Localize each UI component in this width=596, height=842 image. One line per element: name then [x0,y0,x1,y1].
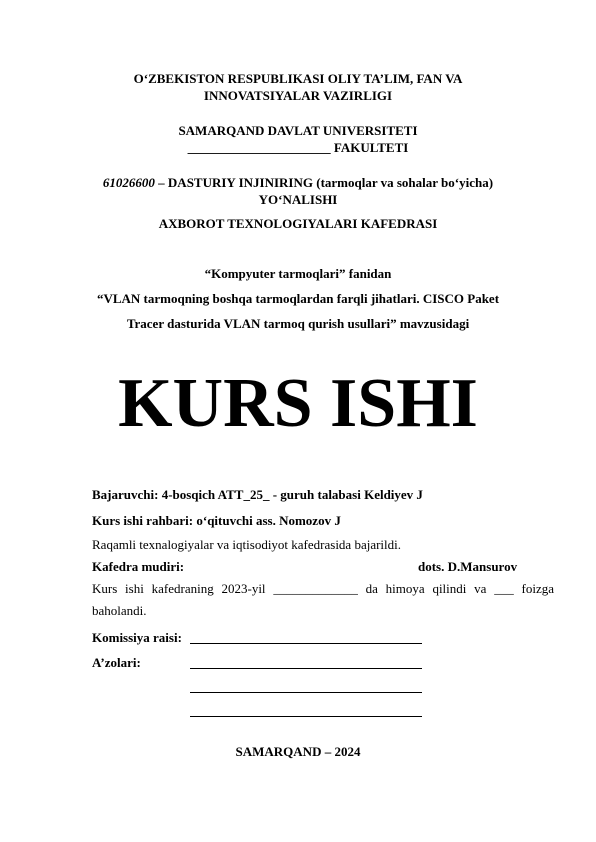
topic-line-1: “VLAN tarmoqning boshqa tarmoqlardan farqli jihatlari. CISCO Paket [96,291,500,306]
supervisor-line: Kurs ishi rahbari: o‘qituvchi ass. Nomozov J [92,513,341,528]
member-signature-line-3 [190,716,422,717]
head-label: Kafedra mudiri: [92,559,185,574]
course-name: “Kompyuter tarmoqlari” fanidan [204,266,392,281]
direction-line-1 [0,175,596,191]
university-name: SAMARQAND DAVLAT UNIVERSITETI [178,123,418,138]
commission-signature-line [190,643,422,644]
member-signature-line-1 [190,668,422,669]
performer-line: Bajaruvchi: 4-bosqich ATT_25_ - guruh talabasi Keldiyev J [92,487,423,502]
ministry-line-2: INNOVATSIYALAR VAZIRLIGI [203,88,393,103]
commission-label: Komissiya raisi: [92,630,182,645]
direction-code: 61026600 [102,175,155,190]
direction-name: – DASTURIY INJINIRING (tarmoqlar va sohalar bo‘yicha) [154,175,494,190]
topic-line-2: Tracer dasturida VLAN tarmoq qurish usullari” mavzusidagi [126,316,470,331]
member-signature-line-2 [190,692,422,693]
head-name: dots. D.Mansurov [418,559,518,574]
completed-at-line: Raqamli texnalogiyalar va iqtisodiyot kafedrasida bajarildi. [92,537,402,552]
document-title: KURS ISHI [118,365,478,442]
head-of-department-row [92,559,554,575]
members-label: A’zolari: [92,655,141,670]
direction-line-2: YO‘NALISHI [258,192,338,207]
department-name: AXBOROT TEXNOLOGIYALARI KAFEDRASI [158,216,438,231]
city-year: SAMARQAND – 2024 [235,744,361,759]
ministry-line-1: O‘ZBEKISTON RESPUBLIKASI OLIY TA’LIM, FAN VA [133,71,463,86]
faculty-line: ______________________ FAKULTETI [187,140,409,155]
defense-paragraph: Kurs ishi kafedraning 2023-yil _____________ da himoya qilindi va ___ foizga baholandi. [92,581,554,618]
